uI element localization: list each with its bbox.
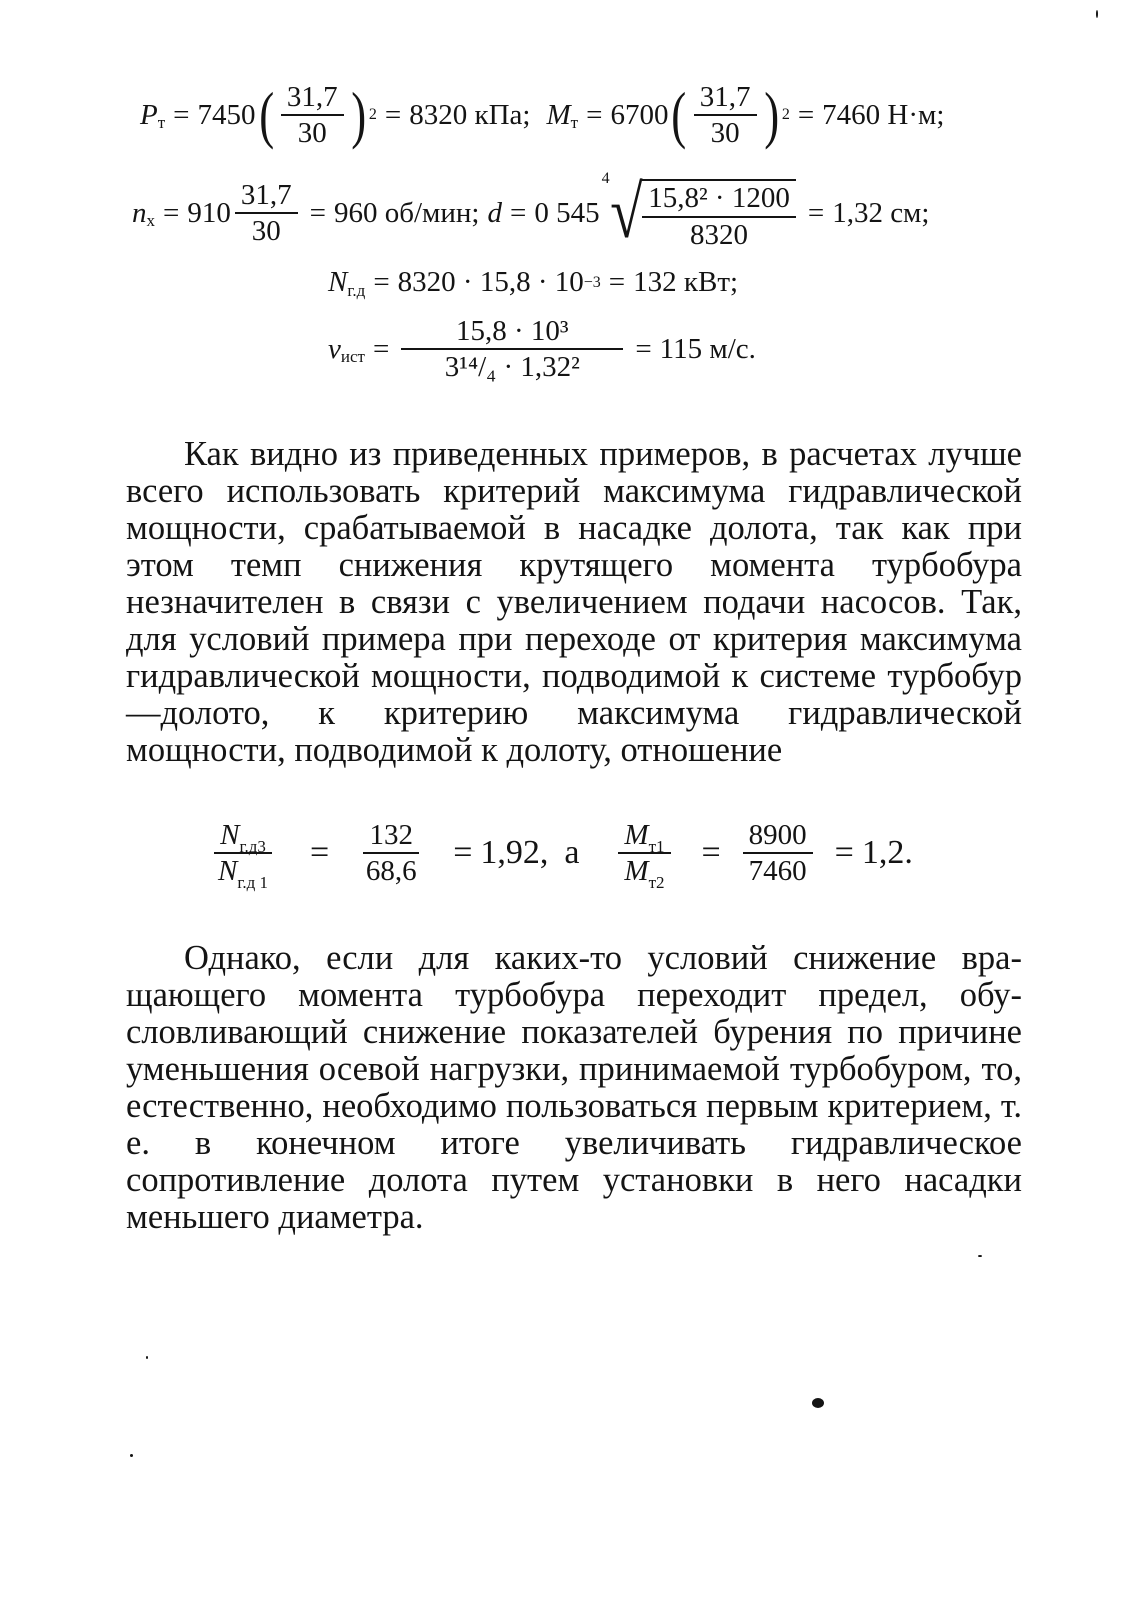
ink-speck (978, 1255, 982, 1257)
ink-speck (130, 1454, 133, 1457)
torque-ratio-values: $\frac{8900}{7460}$ (733, 820, 823, 887)
pt-symbol: P (140, 98, 158, 131)
nx-symbol: n (132, 196, 147, 229)
v-symbol: v (328, 332, 341, 365)
power-ratio-values: $\frac{132}{68,6}$ (341, 820, 441, 887)
nx-fraction: $\frac{31,7}{30}$ (235, 180, 298, 247)
d-result: 1,32 см; (832, 196, 930, 229)
nx-subscript: х (146, 211, 155, 230)
formula-hydraulic-power: N г.д = 8320 · 15,8 · 10 −3 = 132 кВт; (328, 266, 739, 300)
conjunction: а (564, 834, 580, 872)
d-coefficient: 0 545 (534, 196, 600, 229)
formula-jet-velocity: v ист = $\frac{\text{15,8 · 10³}}{\text{3¹⁴/₄ · 1,32²}}$ = 115 м/с. (328, 315, 756, 384)
d-radical: 4 √ $\frac{\text{15,8² · 1200}}{8320}$ (600, 176, 800, 250)
mt-coefficient: 6700 (610, 98, 669, 131)
ngd-subscript: г.д (347, 280, 366, 300)
v-fraction: $\frac{\text{15,8 · 10³}}{\text{3¹⁴/₄ · 1,32²}}$ (401, 316, 623, 383)
pt-result: 8320 кПа; (409, 98, 531, 131)
d-symbol: d (487, 196, 502, 229)
mt-result: 7460 Н·м; (822, 98, 945, 131)
torque-ratio: $\frac{M_{т1}}{M_{т2}}$ (599, 820, 689, 887)
ngd-expression: 8320 · 15,8 · 10 (397, 266, 584, 298)
pt-fraction: $\frac{31,7}{30}$ (281, 82, 344, 149)
d-fraction: $\frac{\text{15,8² · 1200}}{8320}$ (642, 179, 796, 250)
ngd-symbol: N (328, 266, 348, 298)
pt-exponent: 2 (368, 106, 377, 124)
pt-coefficient: 7450 (197, 98, 256, 131)
mt-symbol: M (546, 98, 571, 131)
ink-speck (1096, 10, 1098, 18)
ink-speck (812, 1398, 824, 1408)
mt-subscript: т (570, 113, 579, 133)
ngd-exponent: −3 (583, 273, 601, 291)
ink-speck (146, 1356, 148, 1359)
torque-ratio-result: 1,2. (861, 834, 913, 872)
power-ratio-result: 1,92, (480, 834, 549, 872)
v-result: 115 м/с. (659, 332, 756, 365)
root-index: 4 (601, 170, 610, 187)
pt-subscript: т (157, 113, 166, 133)
nx-coefficient: 910 (187, 196, 231, 229)
formula-pressure-torque: P т = 7450 ( $\frac{31,7}{30}$ ) 2 = 8320 кПа; M т = 6700 ( $\frac{31,7}{30}$ ) 2 = 7460 Н·м; (140, 79, 945, 151)
nx-result: 960 об/мин; (333, 196, 480, 229)
power-ratio: $\frac{N_{г.д3}}{N_{г.д 1}}$ (188, 820, 298, 887)
formula-speed-diameter: n х = 910 $\frac{31,7}{30}$ = 960 об/мин; d = 0 545 4 √ $\frac{\text{15,8² · 1200}}{8320}$ = 1,32 см; (132, 170, 930, 254)
paragraph-criteria-comparison: Как видно из приведенных примеров, в расчетах лучше всего использовать критерий максимума гидравлической мощности, срабатываемой в насадке долота, так как при этом темп снижения крутящего момента турбобура незначителен в связи с увеличением подачи насосов. Так, для условий примера при переходе от критерия максимума гидравлической мощности, подводимой к системе турбобур—долото, к критерию максимума гидравлической мощности, подводимой к долоту, отношение (126, 435, 1022, 769)
ngd-result: 132 кВт; (633, 266, 739, 298)
paragraph-conclusion: Однако, если для каких-то условий снижение вращающего момента турбобура переходит предел, обусловливающий снижение показателей бурения по причине уменьшения осевой нагрузки, принимаемой турбобуром, то, естественно, необходимо пользоваться первым критерием, т. е. в конечном итоге увеличивать гидравлическое сопротивление долота путем установки в него насадки меньшего диаметра. (126, 939, 1022, 1236)
formula-ratios: $\frac{N_{г.д3}}{N_{г.д 1}}$ = $\frac{132}{68,6}$ = 1,92, а $\frac{M_{т1}}{M_{т2}}$ = $\frac{8900}{7460}$ = 1,2. (184, 820, 913, 887)
v-subscript: ист (340, 347, 365, 367)
mt-exponent: 2 (781, 106, 790, 124)
mt-fraction: $\frac{31,7}{30}$ (694, 82, 757, 149)
